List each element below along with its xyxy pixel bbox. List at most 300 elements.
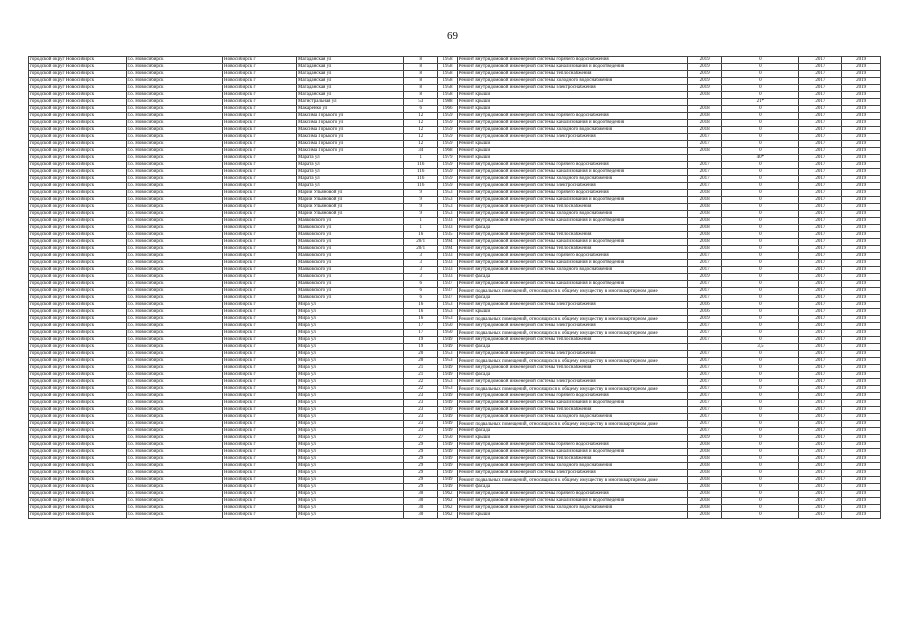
- municipality-cell: городской округ Новосибирск: [29, 337, 127, 344]
- period-end-cell: 2019: [842, 64, 881, 71]
- work-type-cell: Ремонт внутридомовой инженерной системы холодного водоснабжения: [457, 127, 687, 134]
- municipality-cell: городской округ Новосибирск: [29, 162, 127, 169]
- year-built-cell: 1935: [438, 232, 457, 239]
- municipality-cell: городской округ Новосибирск: [29, 204, 127, 211]
- municipality-cell: городской округ Новосибирск: [29, 463, 127, 470]
- year-built-cell: 1962: [438, 505, 457, 512]
- work-type-cell: Ремонт внутридомовой инженерной системы холодного водоснабжения: [457, 267, 687, 274]
- period-start-cell: 2017: [799, 456, 842, 463]
- period-start-cell: 2017: [799, 176, 842, 183]
- period-start-cell: 2017: [799, 386, 842, 393]
- period-end-cell: 2019: [842, 512, 881, 519]
- period-end-cell: 2019: [842, 288, 881, 295]
- house-cell: 12: [404, 127, 438, 134]
- work-type-cell: Ремонт внутридомовой инженерной системы теплоснабжения: [457, 407, 687, 414]
- period-end-cell: 2019: [842, 414, 881, 421]
- street-cell: Маяковского ул: [296, 239, 403, 246]
- locality-cell: Новосибирск г: [222, 176, 296, 183]
- plan-year-cell: 2017: [688, 351, 722, 358]
- period-end-cell: 2019: [842, 183, 881, 190]
- locality-cell: Новосибирск г: [222, 365, 296, 372]
- street-cell: Мира ул: [296, 435, 403, 442]
- period-start-cell: 2017: [799, 365, 842, 372]
- table-row: [29, 120, 881, 127]
- locality-cell: Новосибирск г: [222, 253, 296, 260]
- plan-year-cell: 2017: [688, 281, 722, 288]
- period-end-cell: 2019: [842, 71, 881, 78]
- municipality-cell: городской округ Новосибирск: [29, 197, 127, 204]
- settlement-cell: г.о. Новосибирск: [126, 92, 222, 99]
- period-start-cell: 2017: [799, 323, 842, 330]
- year-built-cell: 1937: [438, 281, 457, 288]
- house-cell: 8: [404, 57, 438, 64]
- street-cell: Магаданская ул: [296, 71, 403, 78]
- street-cell: Маяковского ул: [296, 274, 403, 281]
- period-end-cell: 2019: [842, 463, 881, 470]
- work-type-cell: Ремонт фасада: [457, 274, 687, 281]
- plan-year-cell: 2017: [688, 267, 722, 274]
- municipality-cell: городской округ Новосибирск: [29, 141, 127, 148]
- cost-cell: 0: [722, 330, 799, 337]
- cost-cell: 0: [722, 302, 799, 309]
- table-row: [29, 239, 881, 246]
- settlement-cell: г.о. Новосибирск: [126, 435, 222, 442]
- table-row: [29, 253, 881, 260]
- table-row: [29, 162, 881, 169]
- house-cell: 116: [404, 176, 438, 183]
- table-row: [29, 421, 881, 428]
- period-start-cell: 2017: [799, 512, 842, 519]
- municipality-cell: городской округ Новосибирск: [29, 232, 127, 239]
- settlement-cell: г.о. Новосибирск: [126, 295, 222, 302]
- work-type-cell: Ремонт внутридомовой инженерной системы электроснабжения: [457, 351, 687, 358]
- plan-year-cell: 2017: [688, 330, 722, 337]
- period-end-cell: 2019: [842, 204, 881, 211]
- table-row: [29, 337, 881, 344]
- year-built-cell: 1962: [438, 498, 457, 505]
- year-built-cell: 1950: [438, 330, 457, 337]
- municipality-cell: городской округ Новосибирск: [29, 316, 127, 323]
- table-row: [29, 323, 881, 330]
- period-start-cell: 2017: [799, 302, 842, 309]
- cost-cell: 0: [722, 246, 799, 253]
- settlement-cell: г.о. Новосибирск: [126, 477, 222, 484]
- house-cell: 17: [404, 323, 438, 330]
- municipality-cell: городской округ Новосибирск: [29, 260, 127, 267]
- work-type-cell: Ремонт внутридомовой инженерной системы горячего водоснабжения: [457, 162, 687, 169]
- period-end-cell: 2019: [842, 330, 881, 337]
- year-built-cell: 1953: [438, 316, 457, 323]
- table-row: [29, 141, 881, 148]
- year-built-cell: 1994: [438, 239, 457, 246]
- house-cell: 22: [404, 386, 438, 393]
- period-end-cell: 2019: [842, 141, 881, 148]
- house-cell: 12: [404, 113, 438, 120]
- municipality-cell: городской округ Новосибирск: [29, 148, 127, 155]
- plan-year-cell: 2018: [688, 246, 722, 253]
- work-type-cell: Ремонт крыши: [457, 92, 687, 99]
- settlement-cell: г.о. Новосибирск: [126, 414, 222, 421]
- period-end-cell: 2019: [842, 176, 881, 183]
- year-built-cell: 1933: [438, 253, 457, 260]
- table-row: [29, 477, 881, 484]
- locality-cell: Новосибирск г: [222, 197, 296, 204]
- table-row: [29, 57, 881, 64]
- period-end-cell: 2019: [842, 239, 881, 246]
- year-built-cell: 1949: [438, 470, 457, 477]
- street-cell: Марата ул: [296, 183, 403, 190]
- year-built-cell: 1962: [438, 512, 457, 519]
- period-end-cell: 2019: [842, 379, 881, 386]
- year-built-cell: 1949: [438, 463, 457, 470]
- period-end-cell: 2019: [842, 393, 881, 400]
- street-cell: Марата ул: [296, 162, 403, 169]
- table-row: [29, 351, 881, 358]
- period-end-cell: 2019: [842, 78, 881, 85]
- house-cell: 20: [404, 351, 438, 358]
- municipality-cell: городской округ Новосибирск: [29, 344, 127, 351]
- settlement-cell: г.о. Новосибирск: [126, 491, 222, 498]
- period-end-cell: 2019: [842, 281, 881, 288]
- municipality-cell: городской округ Новосибирск: [29, 323, 127, 330]
- municipality-cell: городской округ Новосибирск: [29, 239, 127, 246]
- year-built-cell: 1933: [438, 267, 457, 274]
- street-cell: Марата ул: [296, 169, 403, 176]
- municipality-cell: городской округ Новосибирск: [29, 246, 127, 253]
- cost-cell: 0: [722, 183, 799, 190]
- house-cell: 6: [404, 281, 438, 288]
- year-built-cell: 1949: [438, 421, 457, 428]
- period-end-cell: 2019: [842, 386, 881, 393]
- year-built-cell: 1949: [438, 484, 457, 491]
- year-built-cell: 1958: [438, 64, 457, 71]
- plan-year-cell: 2018: [688, 442, 722, 449]
- period-start-cell: 2017: [799, 281, 842, 288]
- plan-year-cell: 2019: [688, 64, 722, 71]
- table-row: [29, 260, 881, 267]
- work-type-cell: Ремонт внутридомовой инженерной системы канализования и водоотведения: [457, 197, 687, 204]
- period-start-cell: 2017: [799, 78, 842, 85]
- period-end-cell: 2019: [842, 211, 881, 218]
- settlement-cell: г.о. Новосибирск: [126, 309, 222, 316]
- plan-year-cell: 2018: [688, 239, 722, 246]
- locality-cell: Новосибирск г: [222, 71, 296, 78]
- year-built-cell: 1949: [438, 344, 457, 351]
- settlement-cell: г.о. Новосибирск: [126, 358, 222, 365]
- table-row: [29, 442, 881, 449]
- street-cell: Мира ул: [296, 393, 403, 400]
- cost-cell: 0: [722, 120, 799, 127]
- house-cell: 23: [404, 428, 438, 435]
- period-start-cell: 2017: [799, 162, 842, 169]
- street-cell: Мира ул: [296, 379, 403, 386]
- street-cell: Макаренко ул: [296, 106, 403, 113]
- street-cell: Марии Ульяновой ул: [296, 204, 403, 211]
- period-start-cell: 2017: [799, 274, 842, 281]
- municipality-cell: городской округ Новосибирск: [29, 400, 127, 407]
- year-built-cell: 1949: [438, 365, 457, 372]
- settlement-cell: г.о. Новосибирск: [126, 267, 222, 274]
- locality-cell: Новосибирск г: [222, 106, 296, 113]
- plan-year-cell: 2018: [688, 190, 722, 197]
- settlement-cell: г.о. Новосибирск: [126, 351, 222, 358]
- period-end-cell: 2019: [842, 232, 881, 239]
- period-start-cell: 2017: [799, 225, 842, 232]
- year-built-cell: 1953: [438, 197, 457, 204]
- municipality-cell: городской округ Новосибирск: [29, 393, 127, 400]
- house-cell: 29: [404, 442, 438, 449]
- period-end-cell: 2019: [842, 407, 881, 414]
- house-cell: 30: [404, 491, 438, 498]
- settlement-cell: г.о. Новосибирск: [126, 323, 222, 330]
- work-type-cell: Ремонт внутридомовой инженерной системы электроснабжения: [457, 183, 687, 190]
- street-cell: Мира ул: [296, 330, 403, 337]
- year-built-cell: 1966: [438, 106, 457, 113]
- work-type-cell: Ремонт крыши: [457, 435, 687, 442]
- work-type-cell: Ремонт крыши: [457, 106, 687, 113]
- table-row: [29, 106, 881, 113]
- house-cell: 21: [404, 372, 438, 379]
- street-cell: Мира ул: [296, 442, 403, 449]
- house-cell: 23: [404, 421, 438, 428]
- municipality-cell: городской округ Новосибирск: [29, 225, 127, 232]
- municipality-cell: городской округ Новосибирск: [29, 372, 127, 379]
- cost-cell: 0: [722, 141, 799, 148]
- period-end-cell: 2019: [842, 190, 881, 197]
- street-cell: Маяковского ул: [296, 232, 403, 239]
- settlement-cell: г.о. Новосибирск: [126, 162, 222, 169]
- cost-cell: 0: [722, 85, 799, 92]
- municipality-cell: городской округ Новосибирск: [29, 176, 127, 183]
- cost-cell: 0: [722, 57, 799, 64]
- year-built-cell: 1959: [438, 176, 457, 183]
- settlement-cell: г.о. Новосибирск: [126, 190, 222, 197]
- table-row: [29, 316, 881, 323]
- year-built-cell: 1933: [438, 218, 457, 225]
- locality-cell: Новосибирск г: [222, 512, 296, 519]
- settlement-cell: г.о. Новосибирск: [126, 176, 222, 183]
- period-end-cell: 2019: [842, 316, 881, 323]
- street-cell: Мира ул: [296, 358, 403, 365]
- work-type-cell: Ремонт внутридомовой инженерной системы электроснабжения: [457, 85, 687, 92]
- house-cell: 27: [404, 435, 438, 442]
- locality-cell: Новосибирск г: [222, 470, 296, 477]
- municipality-cell: городской округ Новосибирск: [29, 505, 127, 512]
- cost-cell: 0: [722, 113, 799, 120]
- plan-year-cell: 2018: [688, 456, 722, 463]
- work-type-cell: Ремонт внутридомовой инженерной системы горячего водоснабжения: [457, 491, 687, 498]
- year-built-cell: 1958: [438, 71, 457, 78]
- street-cell: Маяковского ул: [296, 281, 403, 288]
- work-type-cell: Ремонт внутридомовой инженерной системы холодного водоснабжения: [457, 505, 687, 512]
- work-type-cell: Ремонт внутридомовой инженерной системы канализования и водоотведения: [457, 498, 687, 505]
- municipality-cell: городской округ Новосибирск: [29, 351, 127, 358]
- locality-cell: Новосибирск г: [222, 211, 296, 218]
- municipality-cell: городской округ Новосибирск: [29, 183, 127, 190]
- locality-cell: Новосибирск г: [222, 393, 296, 400]
- street-cell: Мира ул: [296, 456, 403, 463]
- street-cell: Максима Горького ул: [296, 134, 403, 141]
- municipality-cell: городской округ Новосибирск: [29, 281, 127, 288]
- street-cell: Мира ул: [296, 337, 403, 344]
- period-start-cell: 2017: [799, 309, 842, 316]
- table-row: [29, 414, 881, 421]
- work-type-cell: Ремонт внутридомовой инженерной системы холодного водоснабжения: [457, 463, 687, 470]
- table-row: [29, 211, 881, 218]
- year-built-cell: 1949: [438, 372, 457, 379]
- cost-cell: 0: [722, 428, 799, 435]
- work-type-cell: Ремонт подвальных помещений, относящихся к общему имуществу в многоквартирном доме: [457, 288, 687, 295]
- locality-cell: Новосибирск г: [222, 372, 296, 379]
- locality-cell: Новосибирск г: [222, 85, 296, 92]
- table-row: [29, 498, 881, 505]
- table-row: [29, 267, 881, 274]
- work-type-cell: Ремонт фасада: [457, 295, 687, 302]
- house-cell: 12: [404, 120, 438, 127]
- work-type-cell: Ремонт внутридомовой инженерной системы канализования и водоотведения: [457, 218, 687, 225]
- year-built-cell: 1968: [438, 148, 457, 155]
- house-cell: 3: [404, 267, 438, 274]
- period-start-cell: 2017: [799, 400, 842, 407]
- period-end-cell: 2019: [842, 295, 881, 302]
- work-type-cell: Ремонт внутридомовой инженерной системы теплоснабжения: [457, 365, 687, 372]
- municipality-cell: городской округ Новосибирск: [29, 218, 127, 225]
- plan-year-cell: 2018: [688, 491, 722, 498]
- period-end-cell: 2019: [842, 470, 881, 477]
- settlement-cell: г.о. Новосибирск: [126, 246, 222, 253]
- period-start-cell: 2017: [799, 141, 842, 148]
- municipality-cell: городской округ Новосибирск: [29, 106, 127, 113]
- period-start-cell: 2017: [799, 428, 842, 435]
- year-built-cell: 1958: [438, 57, 457, 64]
- period-start-cell: 2017: [799, 267, 842, 274]
- period-start-cell: 2017: [799, 197, 842, 204]
- street-cell: Марата ул: [296, 155, 403, 162]
- house-cell: 19: [404, 344, 438, 351]
- plan-year-cell: 2019: [688, 274, 722, 281]
- cost-cell: 0: [722, 162, 799, 169]
- municipality-cell: городской округ Новосибирск: [29, 64, 127, 71]
- house-cell: 29: [404, 463, 438, 470]
- plan-year-cell: 2018: [688, 204, 722, 211]
- street-cell: Маяковского ул: [296, 253, 403, 260]
- street-cell: Маяковского ул: [296, 288, 403, 295]
- street-cell: Мира ул: [296, 428, 403, 435]
- locality-cell: Новосибирск г: [222, 169, 296, 176]
- year-built-cell: 1949: [438, 393, 457, 400]
- settlement-cell: г.о. Новосибирск: [126, 288, 222, 295]
- table-row: [29, 302, 881, 309]
- street-cell: Мира ул: [296, 463, 403, 470]
- year-built-cell: 1953: [438, 302, 457, 309]
- period-start-cell: 2017: [799, 295, 842, 302]
- plan-year-cell: 2018: [688, 449, 722, 456]
- house-cell: 29: [404, 449, 438, 456]
- municipality-cell: городской округ Новосибирск: [29, 295, 127, 302]
- table-row: [29, 274, 881, 281]
- locality-cell: Новосибирск г: [222, 92, 296, 99]
- plan-year-cell: 2018: [688, 484, 722, 491]
- street-cell: Мира ул: [296, 372, 403, 379]
- period-start-cell: 2017: [799, 477, 842, 484]
- work-type-cell: Ремонт внутридомовой инженерной системы теплоснабжения: [457, 204, 687, 211]
- house-cell: 30: [404, 498, 438, 505]
- locality-cell: Новосибирск г: [222, 57, 296, 64]
- settlement-cell: г.о. Новосибирск: [126, 148, 222, 155]
- period-start-cell: 2017: [799, 127, 842, 134]
- municipality-cell: городской округ Новосибирск: [29, 169, 127, 176]
- table-row: [29, 246, 881, 253]
- settlement-cell: г.о. Новосибирск: [126, 400, 222, 407]
- period-start-cell: 2017: [799, 169, 842, 176]
- street-cell: Марата ул: [296, 176, 403, 183]
- plan-year-cell: 2018: [688, 232, 722, 239]
- settlement-cell: г.о. Новосибирск: [126, 421, 222, 428]
- settlement-cell: г.о. Новосибирск: [126, 225, 222, 232]
- table-row: [29, 71, 881, 78]
- locality-cell: Новосибирск г: [222, 456, 296, 463]
- street-cell: Магаданская ул: [296, 78, 403, 85]
- period-end-cell: 2019: [842, 421, 881, 428]
- cost-cell: 0: [722, 421, 799, 428]
- cost-cell: 0: [722, 491, 799, 498]
- house-cell: 8: [404, 64, 438, 71]
- period-end-cell: 2019: [842, 155, 881, 162]
- year-built-cell: 1959: [438, 141, 457, 148]
- locality-cell: Новосибирск г: [222, 407, 296, 414]
- locality-cell: Новосибирск г: [222, 155, 296, 162]
- cost-cell: 0: [722, 505, 799, 512]
- house-cell: 9: [404, 204, 438, 211]
- period-end-cell: 2019: [842, 106, 881, 113]
- street-cell: Максима Горького ул: [296, 120, 403, 127]
- period-start-cell: 2017: [799, 232, 842, 239]
- street-cell: Мира ул: [296, 498, 403, 505]
- cost-cell: 0: [722, 379, 799, 386]
- table-row: [29, 225, 881, 232]
- work-type-cell: Ремонт подвальных помещений, относящихся к общему имуществу в многоквартирном доме: [457, 477, 687, 484]
- work-type-cell: Ремонт внутридомовой инженерной системы теплоснабжения: [457, 456, 687, 463]
- work-type-cell: Ремонт подвальных помещений, относящихся к общему имуществу в многоквартирном доме: [457, 358, 687, 365]
- house-cell: 23: [404, 393, 438, 400]
- work-type-cell: Ремонт внутридомовой инженерной системы теплоснабжения: [457, 71, 687, 78]
- table-row: [29, 134, 881, 141]
- locality-cell: Новосибирск г: [222, 463, 296, 470]
- repair-schedule-table: [28, 56, 881, 519]
- period-end-cell: 2019: [842, 148, 881, 155]
- period-start-cell: 2017: [799, 120, 842, 127]
- locality-cell: Новосибирск г: [222, 358, 296, 365]
- cost-cell: 0: [722, 274, 799, 281]
- house-cell: 29: [404, 477, 438, 484]
- locality-cell: Новосибирск г: [222, 148, 296, 155]
- house-cell: 12: [404, 141, 438, 148]
- locality-cell: Новосибирск г: [222, 379, 296, 386]
- municipality-cell: городской округ Новосибирск: [29, 365, 127, 372]
- cost-cell: 0: [722, 267, 799, 274]
- street-cell: Маяковского ул: [296, 225, 403, 232]
- period-start-cell: 2017: [799, 99, 842, 106]
- year-built-cell: 1949: [438, 407, 457, 414]
- plan-year-cell: 2018: [688, 477, 722, 484]
- work-type-cell: Ремонт фасада: [457, 428, 687, 435]
- plan-year-cell: 2019: [688, 57, 722, 64]
- municipality-cell: городской округ Новосибирск: [29, 113, 127, 120]
- house-cell: 6: [404, 295, 438, 302]
- house-cell: 16: [404, 302, 438, 309]
- house-cell: 53: [404, 99, 438, 106]
- period-end-cell: 2019: [842, 274, 881, 281]
